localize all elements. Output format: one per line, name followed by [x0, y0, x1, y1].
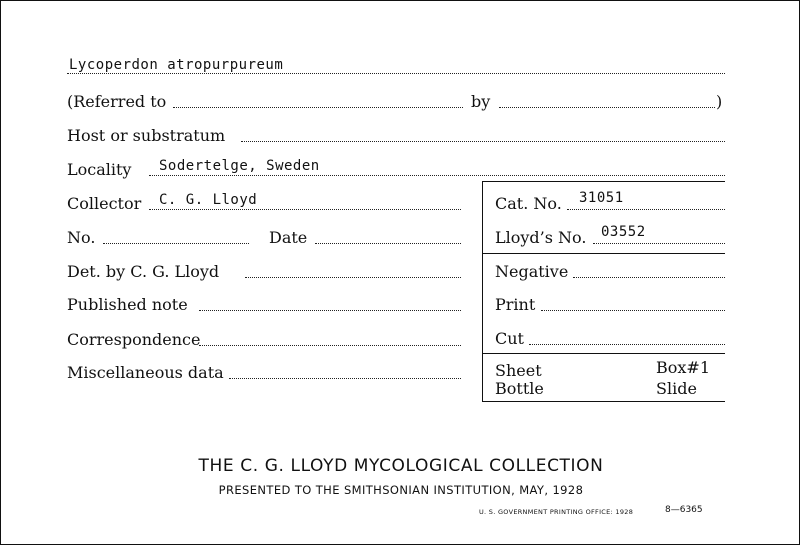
- lloyds-value: 03552: [601, 224, 646, 240]
- by-label: by: [471, 92, 491, 111]
- no-line: [103, 243, 249, 244]
- misc-label: Miscellaneous data: [67, 363, 224, 382]
- by-line: [499, 107, 715, 108]
- locality-label: Locality: [67, 160, 132, 179]
- cat-label: Cat. No.: [495, 194, 562, 213]
- collection-subtitle: PRESENTED TO THE SMITHSONIAN INSTITUTION, MAY, 1928: [218, 483, 584, 497]
- collector-label: Collector: [67, 194, 142, 213]
- print-line: [541, 310, 725, 311]
- close-paren: ): [716, 92, 723, 111]
- box-top-border: [482, 181, 725, 182]
- correspondence-line: [199, 345, 461, 346]
- no-label: No.: [67, 228, 96, 247]
- print-label: Print: [495, 295, 536, 314]
- misc-line: [229, 378, 461, 379]
- negative-line: [573, 277, 725, 278]
- cut-line: [529, 344, 725, 345]
- bottle-label: Bottle: [495, 379, 544, 398]
- box-label: Box#1: [656, 358, 710, 377]
- date-label: Date: [269, 228, 308, 247]
- box-left-border: [482, 181, 483, 402]
- host-line: [241, 141, 725, 142]
- collection-title: THE C. G. LLOYD MYCOLOGICAL COLLECTION: [198, 456, 604, 476]
- cat-line: [567, 209, 725, 210]
- locality-value: Sodertelge, Sweden: [159, 158, 320, 174]
- collector-value: C. G. Lloyd: [159, 192, 258, 208]
- box-mid-border: [482, 253, 725, 254]
- printer-credit: U. S. GOVERNMENT PRINTING OFFICE: 1928: [479, 508, 634, 516]
- lloyds-label: Lloyd’s No.: [495, 228, 587, 247]
- correspondence-label: Correspondence: [67, 330, 201, 349]
- box-bottom-border: [482, 401, 725, 402]
- cat-value: 31051: [579, 190, 624, 206]
- form-number: 8—6365: [665, 505, 703, 515]
- det-label: Det. by C. G. Lloyd: [67, 262, 220, 281]
- collector-line: [149, 209, 461, 210]
- sheet-label: Sheet: [495, 361, 542, 380]
- species-line: [67, 73, 725, 74]
- locality-line: [149, 175, 725, 176]
- lloyds-line: [593, 243, 725, 244]
- cut-label: Cut: [495, 329, 524, 348]
- date-line: [315, 243, 461, 244]
- published-line: [199, 310, 461, 311]
- host-label: Host or substratum: [67, 126, 226, 145]
- referred-to-line: [173, 107, 463, 108]
- det-line: [245, 277, 461, 278]
- negative-label: Negative: [495, 262, 569, 281]
- slide-label: Slide: [656, 379, 697, 398]
- box-lower-border: [482, 353, 725, 354]
- referred-to-label: (Referred to: [67, 92, 167, 111]
- species-name: Lycoperdon atropurpureum: [69, 57, 284, 73]
- published-label: Published note: [67, 295, 188, 314]
